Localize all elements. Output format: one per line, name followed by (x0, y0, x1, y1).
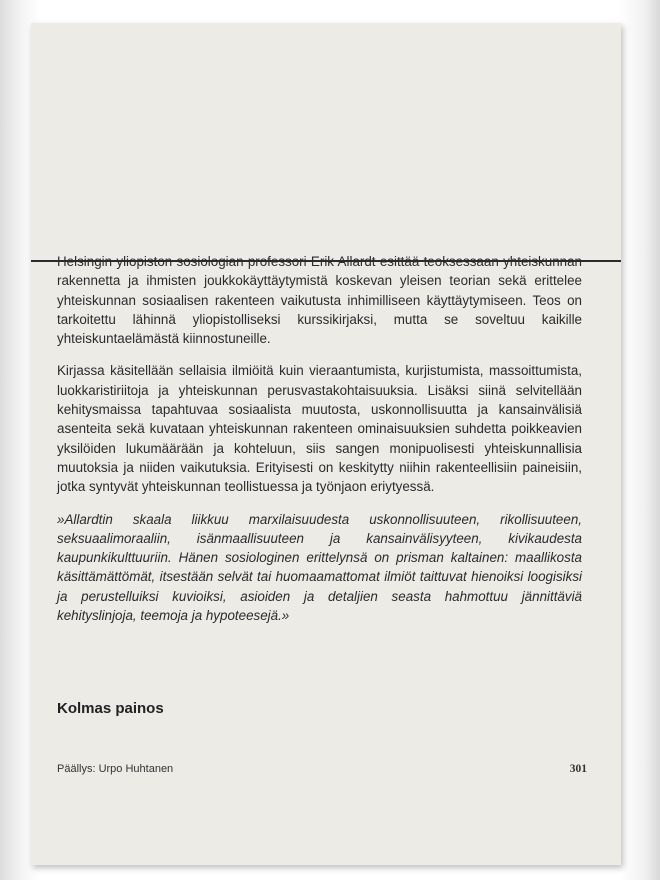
blurb (57, 252, 582, 638)
description-paragraph-2: Kirjassa käsitellään sellaisia ilmiöitä kuin vieraantumista, kurjistumista, massoittumista, luokkaristiriitoja ja yhteiskunnan perusvastakohtaisuuksia. Lisäksi siinä selvitellään kehitysmaissa tapahtuvaa sosiaalista muutosta, uskonnollisuutta ja kansainvälisiä asenteita sekä kuvataan yhteiskunnan rakenteen ominaisuuksien suhdetta poikkeavien yksilöiden lukumäärään ja kohteluun, siis sangen monipuolisesti yhteiskunnallisia muutoksia ja niiden vaikutuksia. Erityisesti on keskitytty niihin rakenteellisiin paineisiin, jotka syntyvät yhteiskunnan teollistuessa ja työnjaon eriytyessä. (57, 363, 582, 495)
book-code: 301 (569, 763, 587, 775)
description-paragraph-1: Helsingin yliopiston sosiologian professori Erik Allardt esittää teoksessaan yhteiskunnan rakennetta ja ihmisten joukkokäyttäytymistä koskevan yleisen teorian sekä erittelee yhteiskunnan sosiaalisen rakenteen vaikutusta inhimilliseen käyttäytymiseen. Teos on tarkoitettu lähinnä yliopistolliseksi kurssikirjaksi, mutta se soveltuu kaikille yhteiskuntaelämästä kiinnostuneille. (57, 254, 582, 347)
cover-designer-credit: Päällys: Urpo Huhtanen (57, 763, 174, 775)
edition-label: Kolmas painos (57, 700, 164, 717)
review-quote: »Allardtin skaala liikkuu marxilaisuudesta uskonnollisuuteen, rikollisuuteen, seksuaalimoraaliin, isänmaallisuuteen ja kansainvälisyyteen, kivikaudesta kaupunkikulttuuriin. Hänen sosiologinen erittelynsä on prisman kaltainen: maallikosta käsittämättömät, itsestään selvät tai huomaamattomat ilmiöt taittuvat hienoiksi loogisiksi ja perustelluiksi kuvioiksi, asioiden ja detaljien seasta hahmottuu jännittäviä kehityslinjoja, teemoja ja hypoteesejä.» (57, 511, 582, 624)
